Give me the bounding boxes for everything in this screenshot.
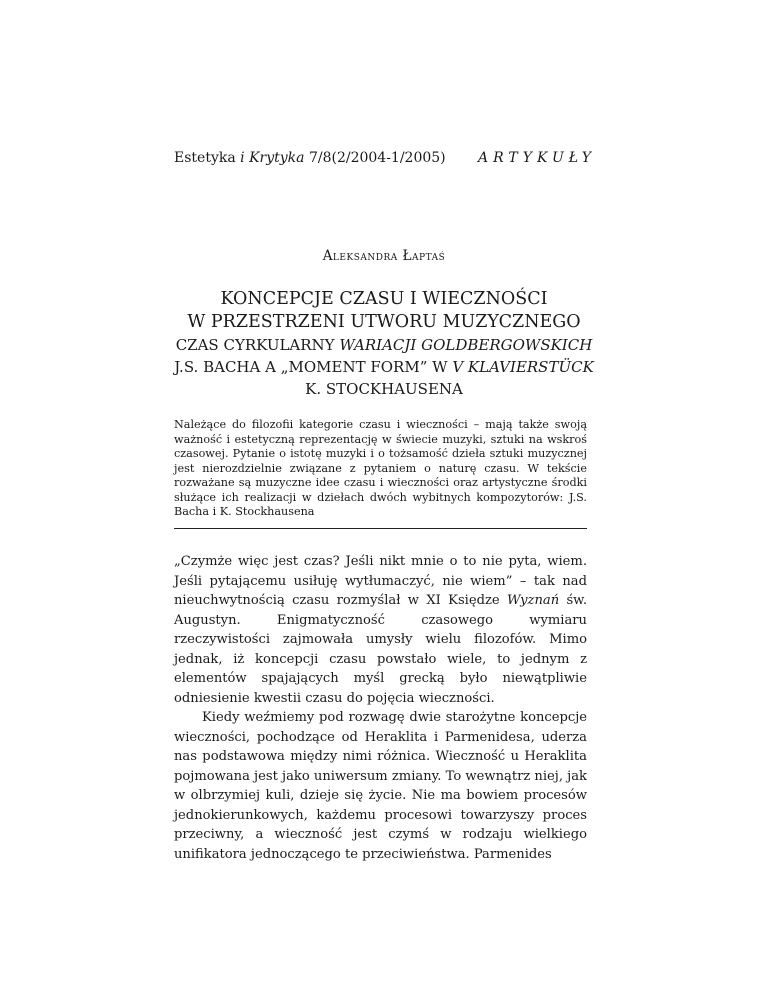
article-author: Aleksandra Łaptaś (322, 248, 446, 264)
subtitle-line-2: J.S. BACHA A „MOMENT FORM” W V KLAVIERSTÜCK (174, 358, 594, 376)
paragraph-2: Kiedy weźmiemy pod rozwagę dwie starożytne koncepcje wieczności, pochodzące od Heraklita i Parmenidesa, uderza nas podstawowa między nimi różnica. Wieczność u Heraklita pojmowana jest jako uniwersum zmiany. To wewnątrz niej, jak w olbrzymiej kuli, dzieje się życie. Nie ma bowiem procesów jednokierunkowych, każdemu procesowi towarzyszy proces przeciwny, a wieczność jest czymś w rodzaju wielkiego unifikatora jednoczącego te przeciwieństwa. Parmenides (174, 710, 587, 862)
journal-name: Estetyka (174, 150, 241, 166)
title-line-2: W PRZESTRZENI UTWORU MUZYCZNEGO (187, 312, 581, 332)
article-title (174, 288, 594, 400)
subtitle-line-1: CZAS CYRKULARNY WARIACJI GOLDBERGOWSKICH (175, 336, 593, 354)
journal-name-italic: i Krytyka (240, 150, 305, 166)
journal-issue: 7/8(2/2004-1/2005) (304, 150, 446, 166)
title-line-1: KONCEPCJE CZASU I WIECZNOŚCI (220, 289, 548, 309)
divider-rule (174, 528, 587, 529)
subtitle-line-3: K. STOCKHAUSENA (305, 380, 463, 398)
running-header-journal (174, 150, 446, 166)
body-text (174, 552, 587, 864)
abstract: Należące do filozofii kategorie czasu i wieczności – mają także swoją ważność i estetyczną reprezentację w świecie muzyki, sztuki na wskroś czasowej. Pytanie o istotę muzyki i o tożsamość dzieła sztuki muzycznej jest nierozdzielnie związane z pytaniem o naturę czasu. W tekście rozważane są muzyczne idee czasu i wieczności oraz artystyczne środki służące ich realizacji w dziełach dwóch wybitnych kompozytorów: J.S. Bacha i K. Stockhausena (174, 418, 587, 518)
running-header-section: ARTYKUŁY (478, 150, 596, 166)
paragraph-1: „Czymże więc jest czas? Jeśli nikt mnie o to nie pyta, wiem. Jeśli pytającemu usiłuję wytłumaczyć, nie wiem” – tak nad nieuchwytnością czasu rozmyślał w XI Księdze Wyznań św. Augustyn. Enigmatyczność czasowego wymiaru rzeczywistości zajmowała umysły wielu filozofów. Mimo jednak, iż koncepcji czasu powstało wiele, to jednym z elementów spajających myśl grecką było niewątpliwie odniesienie kwestii czasu do pojęcia wieczności. (174, 554, 587, 706)
